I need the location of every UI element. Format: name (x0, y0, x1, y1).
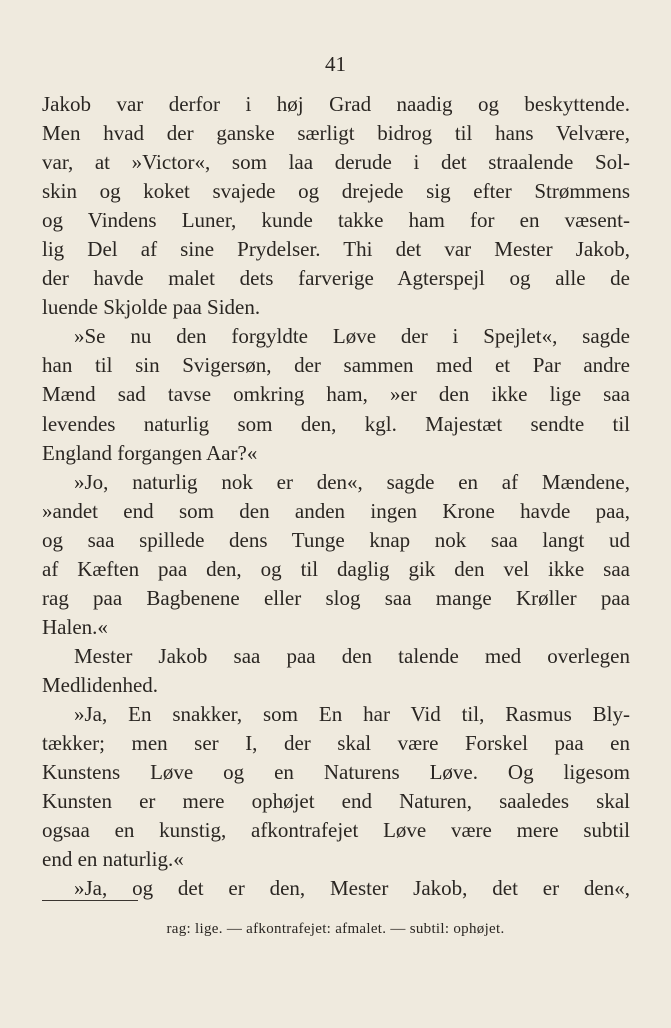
page-number: 41 (325, 52, 346, 76)
text-line: og Vindens Luner, kunde takke ham for en væsent- (42, 208, 630, 233)
text-line: Mester Jakob saa paa den talende med overlegen (74, 643, 630, 668)
text-line: Halen.« (42, 614, 108, 639)
text-line: »andet end som den anden ingen Krone havde paa, (42, 498, 630, 523)
text-line: levendes naturlig som den, kgl. Majestæt sendte til (42, 411, 630, 436)
text-line: Mænd sad tavse omkring ham, »er den ikke lige saa (42, 382, 630, 407)
text-line: rag paa Bagbenene eller slog saa mange Krøller paa (42, 585, 630, 610)
text-line: og saa spillede dens Tunge knap nok saa langt ud (42, 527, 630, 552)
text-line: end en naturlig.« (42, 847, 184, 872)
text-line: Jakob var derfor i høj Grad naadig og beskyttende. (42, 92, 630, 116)
text-line: »Se nu den forgyldte Løve der i Spejlet«, sagde (74, 324, 630, 349)
text-line: Men hvad der ganske særligt bidrog til hans Velvære, (42, 121, 630, 146)
text-line: Kunsten er mere ophøjet end Naturen, saaledes skal (42, 789, 630, 814)
text-line: Medlidenhed. (42, 672, 159, 697)
text-line: luende Skjolde paa Siden. (42, 295, 261, 320)
text-line: »Ja, og det er den, Mester Jakob, det er den«, (74, 876, 630, 901)
footnote-divider (42, 900, 138, 901)
text-line: »Jo, naturlig nok er den«, sagde en af Mændene, (74, 469, 630, 494)
text-line: var, at »Victor«, som laa derude i det straalende Sol- (42, 150, 630, 175)
footnote: rag: lige. — afkontrafejet: afmalet. — subtil: ophøjet. (166, 921, 505, 937)
body-text (42, 90, 630, 903)
text-line: tækker; men ser I, der skal være Forskel paa en (42, 731, 630, 756)
text-line: skin og koket svajede og drejede sig efter Strømmens (42, 179, 630, 204)
text-line: ogsaa en kunstig, afkontrafejet Løve være mere subtil (42, 818, 630, 843)
text-line: der havde malet dets farverige Agterspejl og alle de (42, 266, 630, 291)
text-line: »Ja, En snakker, som En har Vid til, Rasmus Bly- (74, 701, 630, 726)
text-line: lig Del af sine Prydelser. Thi det var Mester Jakob, (42, 237, 630, 262)
text-line: Kunstens Løve og en Naturens Løve. Og ligesom (42, 760, 630, 785)
text-line: England forgangen Aar?« (42, 440, 258, 465)
text-line: af Kæften paa den, og til daglig gik den vel ikke saa (42, 556, 630, 581)
text-line: han til sin Svigersøn, der sammen med et Par andre (42, 353, 630, 378)
